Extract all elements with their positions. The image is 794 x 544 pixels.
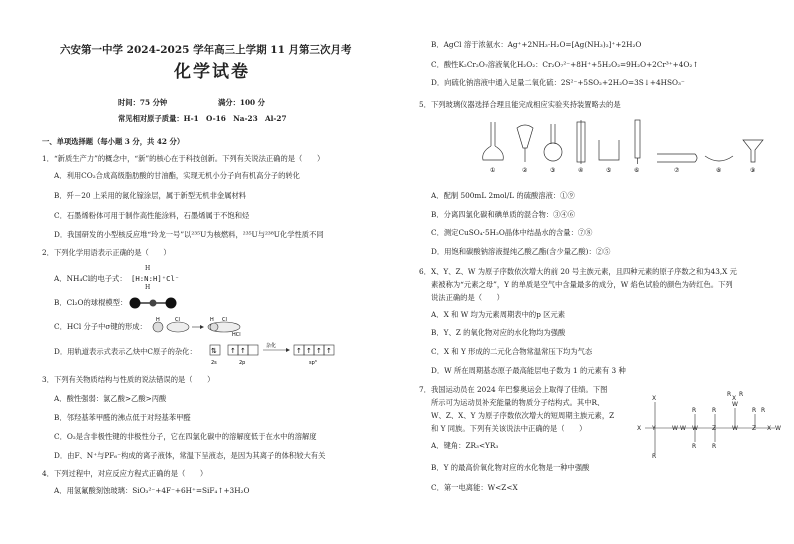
struct-atom-x: X	[652, 395, 657, 402]
orbital-label-sp3: sp³	[309, 360, 317, 366]
orbital-label-2p: 2p	[239, 360, 246, 366]
struct-atom-w: W	[732, 425, 738, 432]
q3-stem: 3．下列有关物质结构与性质的说法错误的是（ ）	[42, 375, 215, 384]
exam-time: 时间：75 分钟	[118, 98, 168, 107]
q4-option-d: D．向硫化钠溶液中通入足量二氧化硫：2S²⁻+5SO₂+2H₂O=3S↓+4HSO₃⁻	[431, 78, 685, 87]
exam-score: 满分：100 分	[218, 98, 265, 107]
svg-text:↑: ↑	[296, 347, 302, 355]
glass-label-3: ③	[550, 167, 556, 174]
q3-option-c: C．O₂是含非极性键的非极性分子，它在四氯化碳中的溶解度低于在水中的溶解度	[54, 432, 317, 441]
q7-option-a: A．键角：ZR₃<YR₃	[431, 441, 499, 450]
glass-label-2: ②	[522, 167, 528, 174]
struct-atom-r: R	[712, 407, 717, 414]
q1-option-d: D．我国研发的小型核反应堆“玲龙一号”以²³⁵U为核燃料，²³⁵U与²³⁸U化学性质不同	[54, 230, 324, 239]
sigma-bond-diagram	[150, 315, 245, 337]
q2-option-d: D．用轨道表示式表示乙炔中C原子的杂化：	[54, 347, 197, 356]
struct-atom-w: W	[775, 425, 781, 432]
svg-text:↑: ↑	[240, 347, 246, 355]
glass-label-9: ⑨	[750, 167, 756, 174]
struct-atom-r: R	[652, 453, 657, 460]
struct-atom-w: W	[732, 401, 738, 408]
q7-stem-line4: 和 Y 同族。下列有关该说法中正确的是（ ）	[431, 424, 587, 433]
q7-stem-line1: 7．我国运动员在 2024 年巴黎奥运会上取得了佳绩。下图	[419, 385, 608, 394]
q6-stem-line1: 6．X、Y、Z、W 为原子序数依次增大的前 20 号主族元素，且四种元素的原子序数之和为43,X 元	[419, 267, 737, 276]
atomic-masses: 常见相对原子质量：H-1 O-16 Na-23 Al-27	[118, 114, 287, 123]
struct-atom-x: X	[767, 425, 772, 432]
glass-label-4: ④	[578, 167, 584, 174]
svg-text:↑: ↑	[306, 347, 312, 355]
orbital-label-2s: 2s	[211, 360, 217, 366]
section-title: 一、单项选择题（每小题 3 分，共 42 分）	[42, 137, 185, 146]
struct-atom-r: R	[752, 407, 757, 414]
svg-text:⇅: ⇅	[211, 347, 217, 355]
cl2o-ball-stick-model	[128, 296, 178, 310]
q2-a-h-top: H	[145, 265, 151, 272]
svg-text:↑: ↑	[326, 347, 332, 355]
sigma-label-h2: H	[210, 317, 214, 323]
q4-option-b: B．AgCl 溶于浓氨水：Ag⁺+2NH₃·H₂O=[Ag(NH₃)₂]⁺+2H₂O	[431, 40, 642, 49]
struct-atom-r: R	[692, 443, 697, 450]
q3-option-d: D．由F、N⁺与PF₆⁻构成的离子液体，常温下呈液态，是因为其离子的体积较大有关	[54, 451, 326, 460]
q5-option-c: C．测定CuSO₄·5H₂O晶体中结晶水的含量：⑦⑧	[431, 228, 593, 237]
struct-atom-x: X	[732, 395, 737, 402]
q1-option-b: B．歼－20 上采用的氮化镓涂层，属于新型无机非金属材料	[54, 191, 247, 200]
struct-atom-r: R	[712, 443, 717, 450]
glass-label-6: ⑥	[634, 167, 640, 174]
struct-atom-r: R	[739, 391, 744, 398]
q7-option-b: B．Y 的最高价氧化物对应的水化物是一种中强酸	[431, 463, 590, 472]
glass-label-7: ⑦	[674, 167, 680, 174]
q3-option-b: B．邻羟基苯甲醛的沸点低于对羟基苯甲醛	[54, 413, 191, 422]
svg-text:↑: ↑	[230, 347, 236, 355]
q6-stem-line3: 说法正确的是（ ）	[431, 293, 504, 302]
q1-stem: 1．“新质生产力”的概念中，“新”的核心在于科技创新。下列有关说法正确的是（ ）	[42, 154, 325, 163]
struct-atom-w: W	[672, 425, 678, 432]
q2-a-h-bottom: H	[145, 284, 151, 291]
q2-option-b: B．Cl₂O的球棍模型：	[54, 298, 128, 307]
q6-option-d: D．W 所在周期基态原子最高能层电子数为 1 的元素有 3 种	[431, 366, 626, 375]
sigma-label-hcl: HCl	[232, 332, 241, 337]
sigma-label-h1: H	[156, 317, 160, 323]
struct-atom-z: Z	[712, 425, 717, 432]
svg-text:↑: ↑	[316, 347, 322, 355]
q4-option-a: A．用氢氟酸刻蚀玻璃：SiO₃²⁻+4F⁻+6H⁺=SiF₄↑+3H₂O	[54, 486, 250, 495]
glass-label-5: ⑤	[606, 167, 612, 174]
q1-option-c: C．石墨烯粉体可用于制作高性能涂料，石墨烯属于不饱和烃	[54, 211, 250, 220]
struct-atom-z: Z	[752, 425, 757, 432]
q7-stem-line2: 所示可为运动员补充能量的物质分子结构式。其中R、	[431, 398, 605, 407]
q7-option-c: C．第一电离能：W<Z<X	[431, 483, 518, 492]
struct-atom-x: X	[637, 425, 642, 432]
q6-option-b: B．Y、Z 的氧化物对应的水化物均为强酸	[431, 328, 566, 337]
q2-option-c: C．HCl 分子中σ键的形成：	[54, 322, 147, 331]
q2-a-electron-formula: [H:N:H]⁺Cl⁻	[131, 274, 180, 283]
q4-option-c: C．酸性K₂Cr₂O₇溶液氧化H₂O₂：Cr₂O₇²⁻+8H⁺+5H₂O₂=9H₂O+2Cr³⁺+4O₂↑	[431, 60, 699, 69]
q6-option-c: C．X 和 Y 形成的二元化合物常温常压下均为气态	[431, 347, 593, 356]
q2-option-a: A．NH₄Cl的电子式：	[54, 274, 127, 283]
struct-atom-w: W	[680, 425, 686, 432]
struct-atom-y: Y	[652, 425, 656, 432]
struct-atom-r: R	[692, 407, 697, 414]
glassware-figure	[477, 118, 777, 176]
q7-structure-formula	[635, 388, 785, 468]
q4-stem: 4．下列过程中，对应反应方程式正确的是（ ）	[42, 469, 208, 478]
glass-label-8: ⑧	[716, 167, 722, 174]
struct-atom-r: R	[727, 391, 732, 398]
q6-option-a: A．X 和 W 均为元素周期表中的p 区元素	[431, 310, 566, 319]
q5-stem: 5．下列玻璃仪器选择合理且能完成相应实验夹持装置略去的是	[419, 100, 621, 109]
q5-option-a: A．配制 500mL 2mol/L 的硫酸溶液：①⑨	[431, 191, 575, 200]
exam-title: 六安第一中学 2024-2025 学年高三上学期 11 月第三次月考	[60, 44, 352, 56]
sigma-label-cl2: Cl	[222, 317, 227, 323]
q2-stem: 2．下列化学用语表示正确的是（ ）	[42, 248, 171, 257]
glass-label-1: ①	[490, 167, 496, 174]
q5-option-b: B．分离四氯化碳和碘单质的混合物：③④⑥	[431, 210, 576, 219]
sigma-label-cl1: Cl	[175, 317, 180, 323]
q7-stem-line3: W、Z、X、Y 为原子序数依次增大的短周期主族元素，Z	[431, 411, 615, 420]
q1-option-a: A．利用CO₂合成高级脂肪酸的甘油酯，实现无机小分子向有机高分子的转化	[54, 171, 300, 180]
struct-atom-w: W	[692, 425, 698, 432]
hybridization-orbital-diagram	[208, 339, 338, 369]
subject-title: 化学试卷	[174, 62, 250, 82]
struct-atom-r: R	[761, 407, 766, 414]
q5-option-d: D．用饱和碳酸钠溶液提纯乙酸乙酯(含少量乙酸)：②⑤	[431, 247, 611, 256]
q6-stem-line2: 素被称为“元素之母”，Y 的单质是空气中含量最多的成分，W 焰色试验的颜色为砖红色。下列	[431, 280, 733, 289]
q3-option-a: A．酸性强弱：氯乙酸>乙酸>丙酸	[54, 394, 167, 403]
hybridize-arrow-label: 杂化	[266, 343, 277, 349]
